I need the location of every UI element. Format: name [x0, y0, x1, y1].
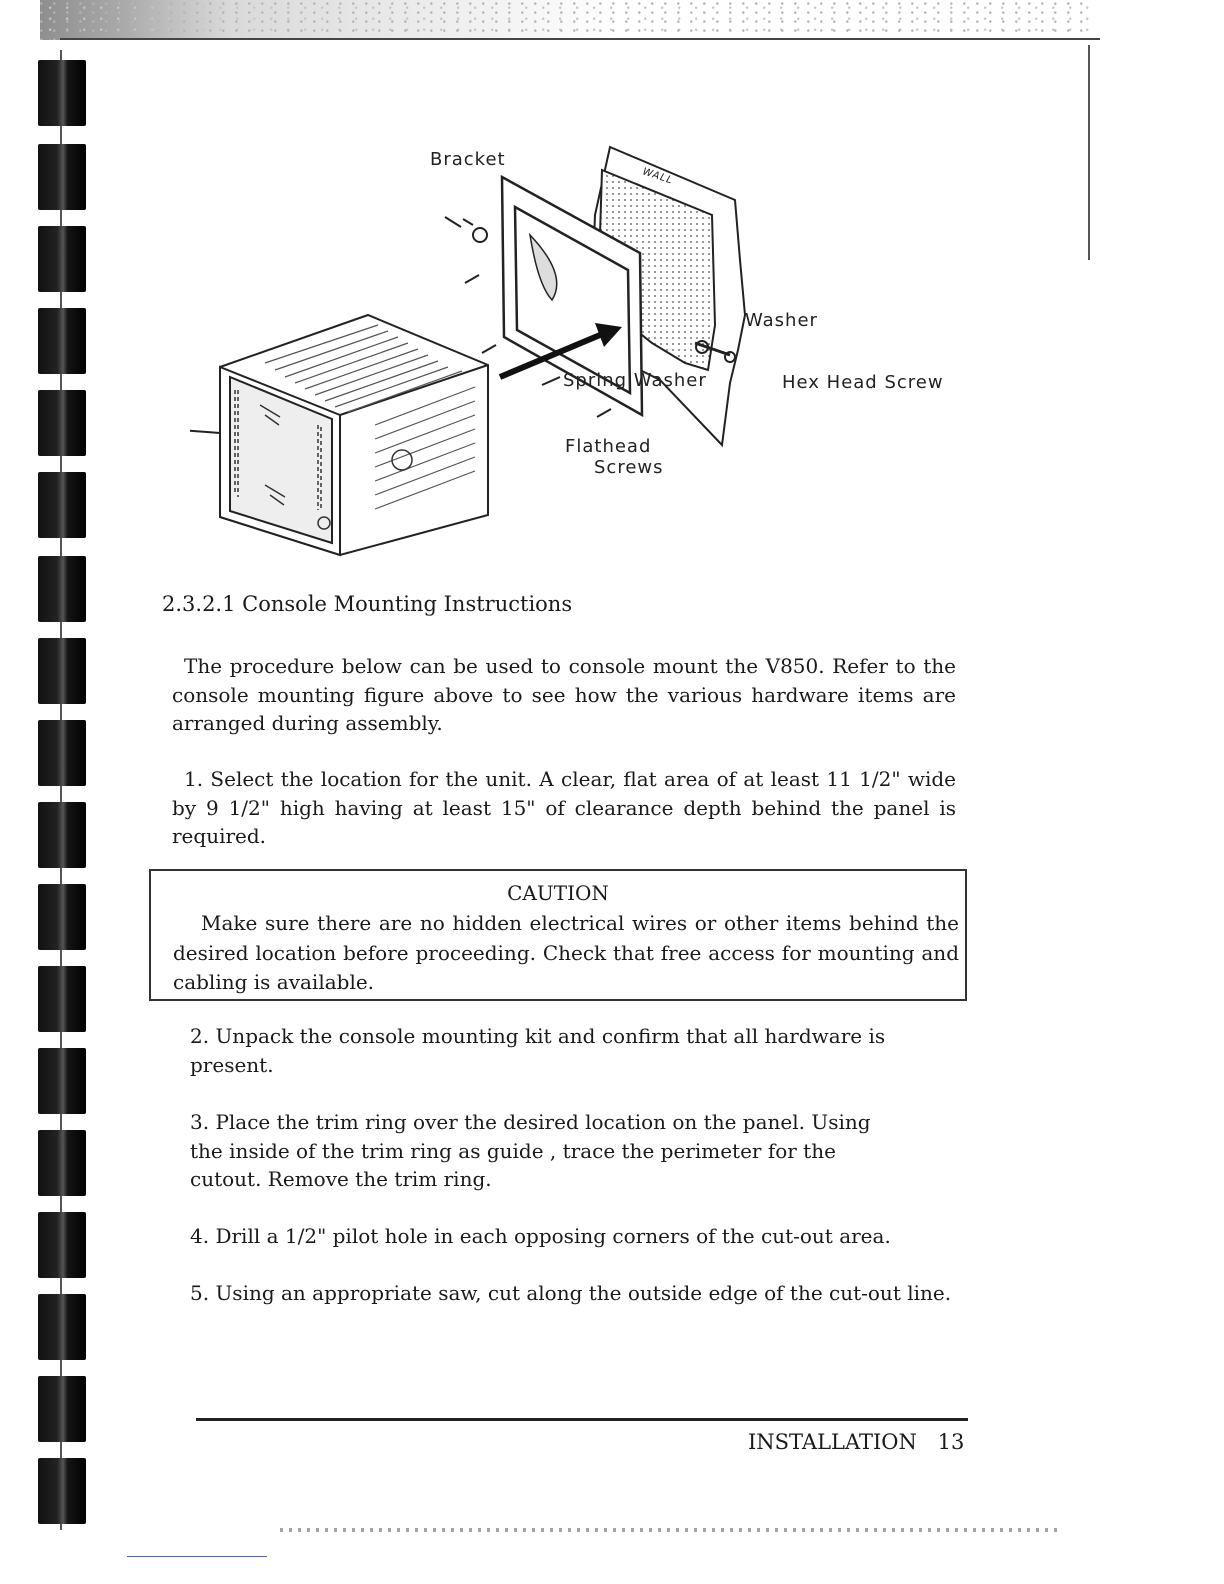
binding-tab — [38, 308, 86, 374]
step-5 — [190, 1279, 960, 1308]
label-bracket: Bracket — [430, 149, 506, 170]
step-number: 3. — [190, 1110, 210, 1134]
binding-tab — [38, 802, 86, 868]
binding-tab — [38, 720, 86, 786]
label-screws: Screws — [594, 457, 664, 478]
step-2 — [190, 1022, 890, 1079]
binding-tab — [38, 884, 86, 950]
binding-tab — [38, 390, 86, 456]
binding-tab — [38, 556, 86, 622]
caution-text: Make sure there are no hidden electrical wires or other items behind the desired location before proceeding. Check that free access for mounting and cabling is available. — [173, 911, 959, 994]
binding-tab — [38, 638, 86, 704]
step-number: 2. — [190, 1024, 210, 1048]
caution-title: CAUTION — [507, 881, 609, 905]
scan-noise-bottom — [280, 1528, 1060, 1532]
scan-edge-right — [1088, 45, 1090, 260]
label-flathead: Flathead — [565, 436, 652, 457]
page-footer — [748, 1430, 964, 1454]
binding-tab — [38, 1048, 86, 1114]
spiral-binding — [30, 50, 110, 1530]
caution-box — [149, 869, 967, 1001]
step-number: 5. — [190, 1281, 210, 1305]
footer-section: INSTALLATION — [748, 1430, 917, 1454]
label-spring-washer: Spring Washer — [563, 370, 707, 391]
console-mounting-figure — [190, 125, 990, 575]
footer-rule — [196, 1418, 968, 1421]
label-washer: Washer — [745, 310, 818, 331]
step-3 — [190, 1108, 900, 1194]
step-number: 1. — [184, 767, 204, 791]
binding-tab — [38, 1458, 86, 1524]
step-text: Drill a 1/2" pilot hole in each opposing corners of the cut-out area. — [215, 1224, 891, 1248]
step-text: Place the trim ring over the desired location on the panel. Using the inside of the trim ring as guide , trace the perimeter for the cutout. Remove the trim ring. — [190, 1110, 871, 1191]
bottom-edge-mark — [127, 1556, 267, 1557]
intro-paragraph: The procedure below can be used to console mount the V850. Refer to the console mounting figure above to see how the various hardware items are arranged during assembly. — [172, 654, 956, 735]
binding-tab — [38, 1376, 86, 1442]
section-title: Console Mounting Instructions — [242, 592, 573, 616]
step-number: 4. — [190, 1224, 210, 1248]
label-hex-head-screw: Hex Head Screw — [782, 372, 944, 393]
binding-tab — [38, 1130, 86, 1196]
step-text: Unpack the console mounting kit and confirm that all hardware is present. — [190, 1024, 886, 1077]
binding-tab — [38, 472, 86, 538]
binding-tab — [38, 1212, 86, 1278]
binding-tab — [38, 144, 86, 210]
page-number: 13 — [937, 1430, 965, 1454]
binding-tab — [38, 60, 86, 126]
binding-tab — [38, 966, 86, 1032]
step-4 — [190, 1222, 950, 1251]
binding-tab — [38, 226, 86, 292]
section-number: 2.3.2.1 — [162, 592, 236, 616]
step-text: Using an appropriate saw, cut along the outside edge of the cut-out line. — [215, 1281, 952, 1305]
step-1 — [172, 765, 956, 851]
scan-noise-top — [40, 0, 1090, 40]
binding-tab — [38, 1294, 86, 1360]
label-wall: WALL — [641, 166, 675, 187]
step-text: Select the location for the unit. A clear, flat area of at least 11 1/2" wide by 9 1/2" high having at least 15" of clearance depth behind the panel is required. — [172, 767, 956, 848]
section-heading — [162, 592, 572, 616]
scan-edge-top — [60, 38, 1100, 40]
mounting-diagram — [190, 125, 990, 575]
